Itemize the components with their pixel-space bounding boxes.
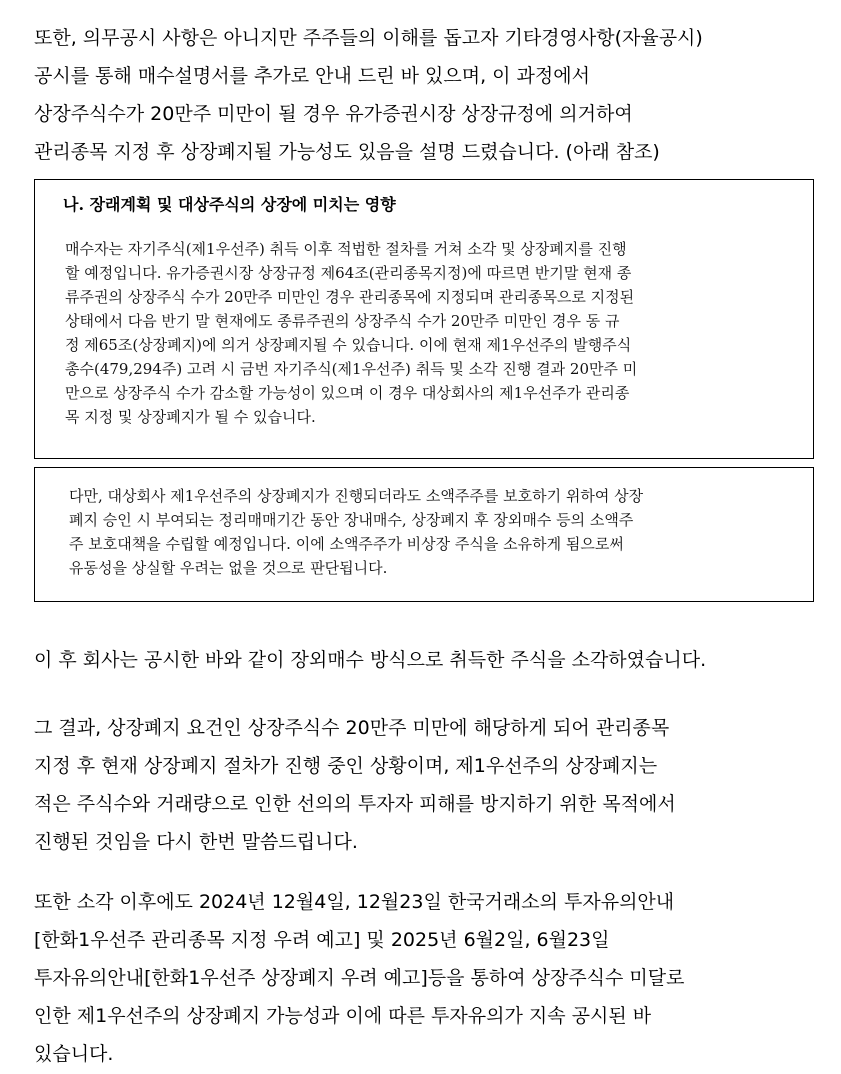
- excerpt-line: 총수(479,294주) 고려 시 금번 자기주식(제1우선주) 취득 및 소각 진행 결과 20만주 미: [65, 360, 638, 378]
- excerpt-line: 유동성을 상실할 우려는 없을 것으로 판단됩니다.: [69, 559, 388, 577]
- excerpt-line: 상태에서 다음 반기 말 현재에도 종류주권의 상장주식 수가 20만주 미만인 경우 동 규: [65, 312, 620, 330]
- intro-line: 공시를 통해 매수설명서를 추가로 안내 드린 바 있으며, 이 과정에서: [34, 65, 590, 87]
- notices-line: 투자유의안내[한화1우선주 상장폐지 우려 예고]등을 통하여 상장주식수 미달로: [34, 967, 685, 989]
- result-line: 지정 후 현재 상장폐지 절차가 진행 중인 상황이며, 제1우선주의 상장폐지는: [34, 755, 658, 777]
- excerpt-line: 다만, 대상회사 제1우선주의 상장폐지가 진행되더라도 소액주주를 보호하기 위하여 상장: [69, 487, 644, 505]
- result-line: 진행된 것임을 다시 한번 말씀드립니다.: [34, 831, 358, 853]
- intro-line: 관리종목 지정 후 상장폐지될 가능성도 있음을 설명 드렸습니다. (아래 참조): [34, 141, 660, 163]
- cancellation-paragraph: [34, 641, 824, 679]
- intro-paragraph: [34, 19, 824, 171]
- excerpt-line: 할 예정입니다. 유가증권시장 상장규정 제64조(관리종목지정)에 따르면 반기말 현재 종: [65, 264, 632, 282]
- excerpt-line: 류주권의 상장주식 수가 20만주 미만인 경우 관리종목에 지정되며 관리종목으로 지정된: [65, 288, 635, 306]
- excerpt-line: 정 제65조(상장폐지)에 의거 상장폐지될 수 있습니다. 이에 현재 제1우선주의 발행주식: [65, 336, 632, 354]
- result-line: 적은 주식수와 거래량으로 인한 선의의 투자자 피해를 방지하기 위한 목적에서: [34, 793, 676, 815]
- notices-line: 있습니다.: [34, 1043, 114, 1065]
- excerpt-box-body: [69, 484, 804, 580]
- cancellation-line: 이 후 회사는 공시한 바와 같이 장외매수 방식으로 취득한 주식을 소각하였습니다.: [34, 649, 707, 671]
- excerpt-box-title: 나. 장래계획 및 대상주식의 상장에 미치는 영향: [63, 195, 396, 214]
- result-line: 그 결과, 상장폐지 요건인 상장주식수 20만주 미만에 해당하게 되어 관리종목: [34, 717, 670, 739]
- excerpt-box-minority-protection: [34, 467, 814, 602]
- notices-line: 인한 제1우선주의 상장폐지 가능성과 이에 따른 투자유의가 지속 공시된 바: [34, 1005, 652, 1027]
- excerpt-line: 주 보호대책을 수립할 예정입니다. 이에 소액주주가 비상장 주식을 소유하게 됨으로써: [69, 535, 624, 553]
- notices-line: [한화1우선주 관리종목 지정 우려 예고] 및 2025년 6월2일, 6월23일: [34, 929, 610, 951]
- excerpt-box-future-plans: [34, 179, 814, 459]
- excerpt-box-body: [65, 237, 805, 429]
- excerpt-line: 만으로 상장주식 수가 감소할 가능성이 있으며 이 경우 대상회사의 제1우선주가 관리종: [65, 384, 630, 402]
- result-paragraph: [34, 709, 824, 861]
- excerpt-line: 목 지정 및 상장폐지가 될 수 있습니다.: [65, 408, 316, 426]
- intro-line: 상장주식수가 20만주 미만이 될 경우 유가증권시장 상장규정에 의거하여: [34, 103, 633, 125]
- excerpt-line: 폐지 승인 시 부여되는 정리매매기간 동안 장내매수, 상장폐지 후 장외매수 등의 소액주: [69, 511, 634, 529]
- intro-line: 또한, 의무공시 사항은 아니지만 주주들의 이해를 돕고자 기타경영사항(자율공시): [34, 27, 703, 49]
- excerpt-line: 매수자는 자기주식(제1우선주) 취득 이후 적법한 절차를 거쳐 소각 및 상장폐지를 진행: [65, 240, 627, 258]
- notices-line: 또한 소각 이후에도 2024년 12월4일, 12월23일 한국거래소의 투자유의안내: [34, 891, 675, 913]
- notices-paragraph: [34, 883, 824, 1073]
